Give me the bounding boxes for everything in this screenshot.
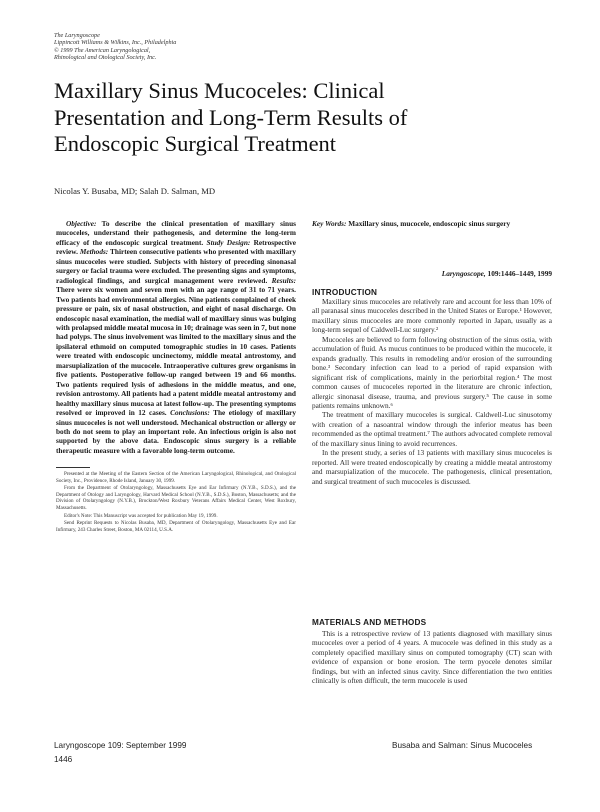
abstract-paragraph [56,219,296,455]
authors: Nicolas Y. Busaba, MD; Salah D. Salman, MD [54,186,216,196]
publisher-line: Lippincott Williams & Wilkins, Inc., Philadelphia [54,39,177,47]
citation-journal: Laryngoscope, [441,269,486,278]
footer-running-head: Busaba and Salman: Sinus Mucoceles [392,741,533,750]
introduction-paragraph: Mucoceles are believed to form following obstruction of the sinus ostia, with accumulation of fluid. As mucus continues to be produced within the mucocele, it expands gradually. This results in remodeling and/or erosion of the surrounding bone.³ Secondary infection can lead to a period of rapid expansion with significant risk of complications, mainly in the periorbital region.⁴ The most common causes of mucoceles reported in the literature are chronic infection, allergic sinonasal disease, trauma, and previous surgery.⁵ The cause in some patients remains unknown.⁶ [312,334,552,410]
methods-label: Methods: [79,247,109,257]
citation [312,269,552,278]
conclusions-label: Conclusions: [170,408,210,418]
conclusions-text: The etiology of maxillary sinus mucoceles is not well understood. Mechanical obstruction or allergy or both do not seem to play an important role. An infectious origin is also not supported by the above data. Endoscopic sinus surgery is a reliable therapeutic measure with a favorable long-term outcome. [56,408,297,455]
methods-body [312,629,552,686]
keywords-block [312,219,552,228]
introduction-heading: INTRODUCTION [312,288,378,297]
introduction-paragraph: The treatment of maxillary mucoceles is surgical. Caldwell-Luc sinusotomy with creation of a nasoantral window through the inferior meatus has been recommended as the optimal treatment.⁷ The authors advocated complete removal of the maxillary sinus lining to avoid recurrences. [312,410,552,448]
keywords-label: Key Words: [312,219,347,228]
footnote: Send Reprint Requests to Nicolas Busaba, MD, Department of Otolaryngology, Massachusetts Eye and Ear Infirmary, 243 Charles Street, Boston, MA 02114, U.S.A. [56,520,296,533]
footnote: Presented at the Meeting of the Eastern Section of the American Laryngological, Rhinological, and Otological Society, Inc., Providence, Rhode Island, January 30, 1999. [56,471,296,484]
publisher-info [54,32,176,62]
publisher-line: Rhinological and Otological Society, Inc. [54,54,157,62]
introduction-paragraph: In the present study, a series of 13 patients with maxillary sinus mucoceles is reported. All were treated endoscopically by creating a middle meatal antrostomy and marsupialization of the mucocele. The pathogenesis, clinical presentation, and surgical treatment of such mucoceles is discussed. [312,448,552,486]
publisher-line: The Laryngoscope [54,32,100,39]
keywords-text: Maxillary sinus, mucocele, endoscopic sinus surgery [346,219,511,228]
footnote: Editor's Note: This Manuscript was accepted for publication May 19, 1999. [64,512,218,519]
methods-paragraph: This is a retrospective review of 13 patients diagnosed with maxillary sinus mucoceles over a period of 4 years. A mucocele was defined in this study as a completely opacified maxillary sinus on computed tomography (CT) scan with evidence of expansion or bone erosion. The term pyocele denotes similar findings, but with an infected sinus cavity. Since differentiation the two entities clinically is often difficult, the term mucocele is used [312,629,552,686]
results-text: There were six women and seven men with an age range of 31 to 71 years. Two patients had environmental allergies. Nine patients complained of cheek pressure or pain, six of nasal obstruction, and eight of nasal discharge. On endoscopic nasal examination, the medial wall of maxillary sinus was bulging with prolapsed middle meatal mucosa in 10; drainage was seen in 7, but none had polyps. The sinus involvement was limited to the maxillary sinus and the ipsilateral ethmoid on computed tomographic studies in 10 cases. Patients were treated with endoscopic uncinectomy, middle meatal antrostomy, and marsupialization of the mucocele. Intraoperative cultures grew organisms in five patients. Postoperative follow-up ranged between 19 and 66 months. Two patients required lysis of adhesions in the middle meatus, and one, revision antrostomy. All patients had a patent middle meatal antrostomy and healthy maxillary sinus mucosa at latest follow-up. The presenting symptoms resolved or improved in 12 cases. [56,285,296,418]
methods-heading: MATERIALS AND METHODS [312,618,427,627]
page-number: 1446 [54,755,73,764]
footnote-divider [56,467,90,468]
citation-details: 109:1446–1449, 1999 [485,269,552,278]
introduction-body [312,297,552,486]
design-label: Study Design: [206,237,251,247]
publisher-line: © 1999 The American Laryngological, [54,46,151,54]
results-label: Results: [271,275,296,285]
footer-journal: Laryngoscope 109: September 1999 [54,741,187,750]
footnote: From the Department of Otolaryngology, Massachusetts Eye and Ear Infirmary (N.Y.B., S.D.S.), and the Department of Otology and Laryngology, Harvard Medical School (N.Y.B., S.D.S.), Boston, Massachusetts; and the Division of Otolaryngology (N.Y.B.), Brockton/West Roxbury Veterans Affairs Medical Center, West Roxbury, Massachusetts. [56,485,296,511]
title-line: Presentation and Long-Term Results of [54,104,408,130]
design-text: Retrospective review. [56,237,296,257]
title-line: Endoscopic Surgical Treatment [54,131,337,156]
methods-text: Thirteen consecutive patients who presented with maxillary sinus mucoceles were studied. Subjects with history of preceding sinonasal surgery or facial trauma were excluded. The presenting signs and symptoms, radiological findings, and surgical management were reviewed. [56,247,296,285]
introduction-paragraph: Maxillary sinus mucoceles are relatively rare and account for less than 10% of all paranasal sinus mucoceles described in the United States or Europe.¹ However, maxillary sinus mucoceles are more commonly reported in Japan, usually as a long-term sequel of Caldwell-Luc surgery.² [312,297,552,335]
objective-text: To describe the clinical presentation of maxillary sinus mucoceles, understand their pathogenesis, and determine the long-term efficacy of the endoscopic surgical treatment. [56,219,296,247]
keywords-paragraph [312,219,552,228]
abstract [56,219,296,455]
article-title [54,78,534,158]
objective-label: Objective: [66,219,97,228]
footnotes [56,471,296,534]
title-line: Maxillary Sinus Mucoceles: Clinical [54,78,385,103]
